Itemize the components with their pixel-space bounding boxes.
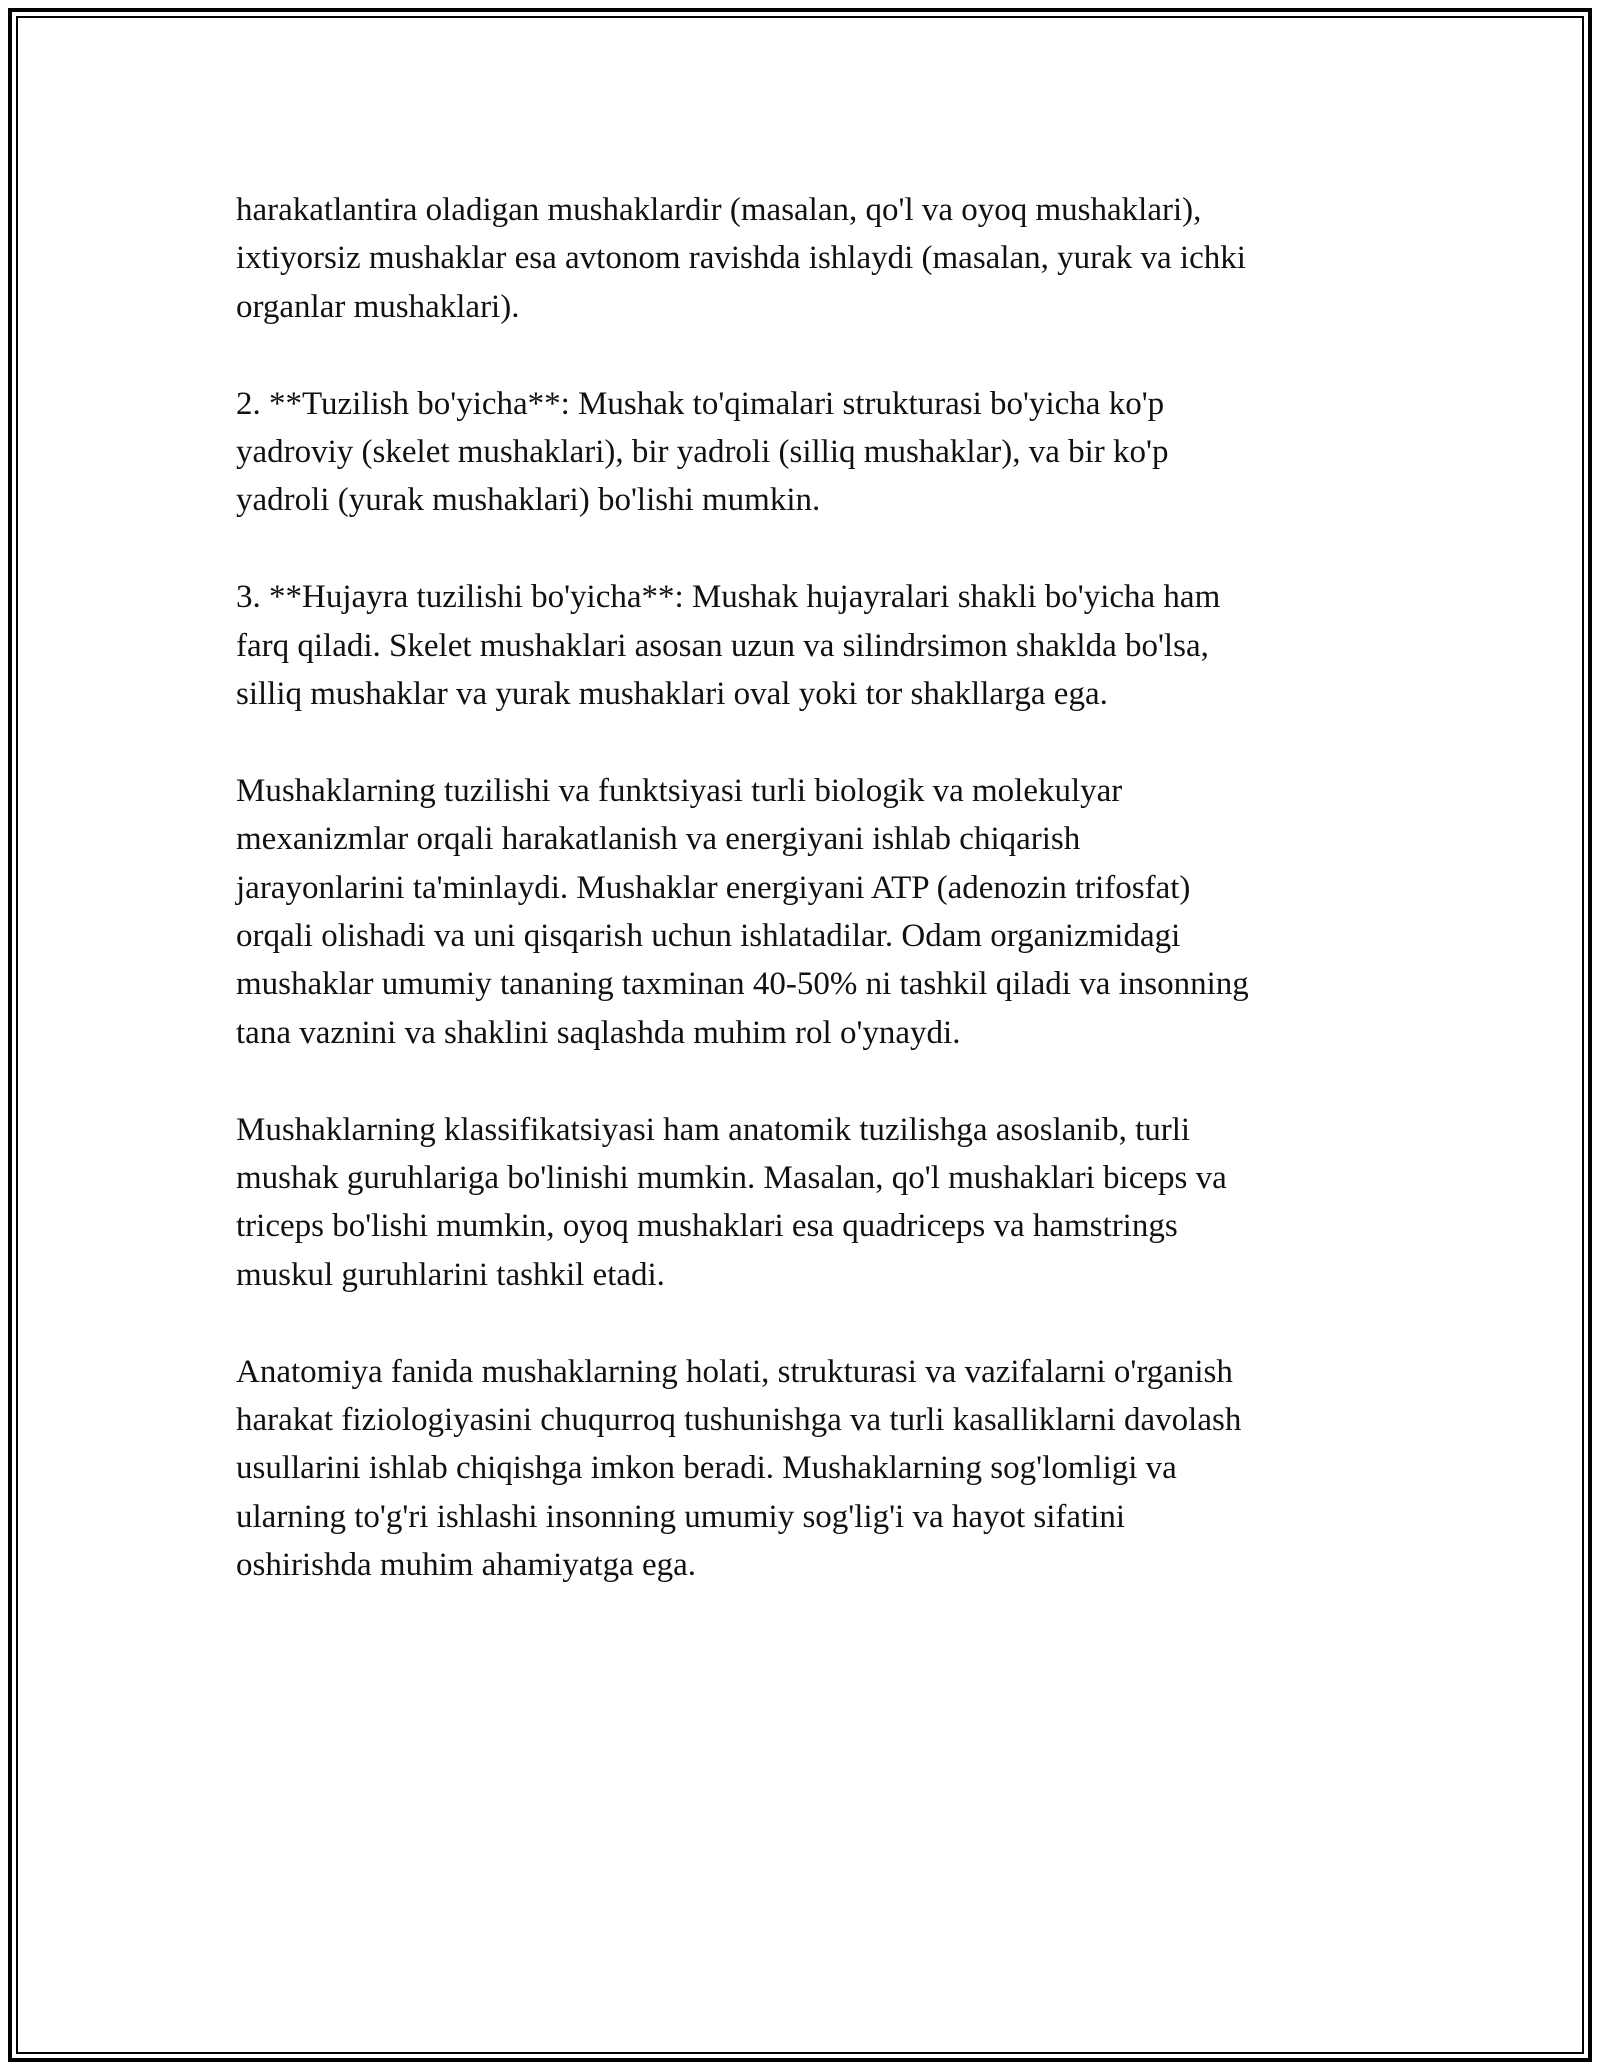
paragraph-function: [236, 767, 1396, 1057]
text-line: 3. **Hujayra tuzilishi bo'yicha**: Mushak hujayralari shakli bo'yicha ham: [236, 579, 1221, 616]
paragraph-structure: [236, 380, 1396, 525]
paragraph-anatomy: [236, 1348, 1396, 1590]
text-line: orqali olishadi va uni qisqarish uchun ishlatadilar. Odam organizmidagi: [236, 918, 1181, 955]
text-line: mushaklar umumiy tananing taxminan 40-50% ni tashkil qiladi va insonning: [236, 966, 1249, 1003]
text-line: muskul guruhlarini tashkil etadi.: [236, 1256, 665, 1293]
text-line: tana vaznini va shaklini saqlashda muhim rol o'ynaydi.: [236, 1014, 961, 1051]
text-line: harakatlantira oladigan mushaklardir (masalan, qo'l va oyoq mushaklari),: [236, 192, 1202, 228]
text-line: ixtiyorsiz mushaklar esa avtonom ravishda ishlaydi (masalan, yurak va ichki: [236, 240, 1246, 277]
paragraph-classification: [236, 1106, 1396, 1300]
paragraph-muscle-control: [236, 186, 1396, 331]
text-line: yadroli (yurak mushaklari) bo'lishi mumkin.: [236, 482, 821, 519]
text-line: harakat fiziologiyasini chuqurroq tushunishga va turli kasalliklarni davolash: [236, 1402, 1242, 1439]
text-line: mexanizmlar orqali harakatlanish va energiyani ishlab chiqarish: [236, 821, 1081, 858]
text-line: triceps bo'lishi mumkin, oyoq mushaklari esa quadriceps va hamstrings: [236, 1208, 1178, 1245]
text-line: ularning to'g'ri ishlashi insonning umumiy sog'lig'i va hayot sifatini: [236, 1498, 1126, 1535]
text-line: silliq mushaklar va yurak mushaklari oval yoki tor shakllarga ega.: [236, 676, 1108, 713]
text-line: 2. **Tuzilish bo'yicha**: Mushak to'qimalari strukturasi bo'yicha ko'p: [236, 385, 1165, 422]
text-line: oshirishda muhim ahamiyatga ega.: [236, 1547, 697, 1584]
text-line: jarayonlarini ta'minlaydi. Mushaklar energiyani ATP (adenozin trifosfat): [236, 869, 1191, 906]
text-line: organlar mushaklari).: [236, 288, 520, 325]
text-line: usullarini ishlab chiqishga imkon beradi. Mushaklarning sog'lomligi va: [236, 1450, 1177, 1487]
text-line: farq qiladi. Skelet mushaklari asosan uzun va silindrsimon shaklda bo'lsa,: [236, 627, 1209, 664]
document-body: [236, 186, 1396, 1590]
paragraph-cell-structure: [236, 573, 1396, 718]
text-line: yadroviy (skelet mushaklari), bir yadroli (silliq mushaklar), va bir ko'p: [236, 434, 1169, 471]
text-line: Mushaklarning tuzilishi va funktsiyasi turli biologik va molekulyar: [236, 772, 1123, 809]
text-line: mushak guruhlariga bo'linishi mumkin. Masalan, qo'l mushaklari biceps va: [236, 1160, 1227, 1197]
text-line: Anatomiya fanida mushaklarning holati, strukturasi va vazifalarni o'rganish: [236, 1353, 1233, 1390]
text-line: Mushaklarning klassifikatsiyasi ham anatomik tuzilishga asoslanib, turli: [236, 1111, 1191, 1148]
